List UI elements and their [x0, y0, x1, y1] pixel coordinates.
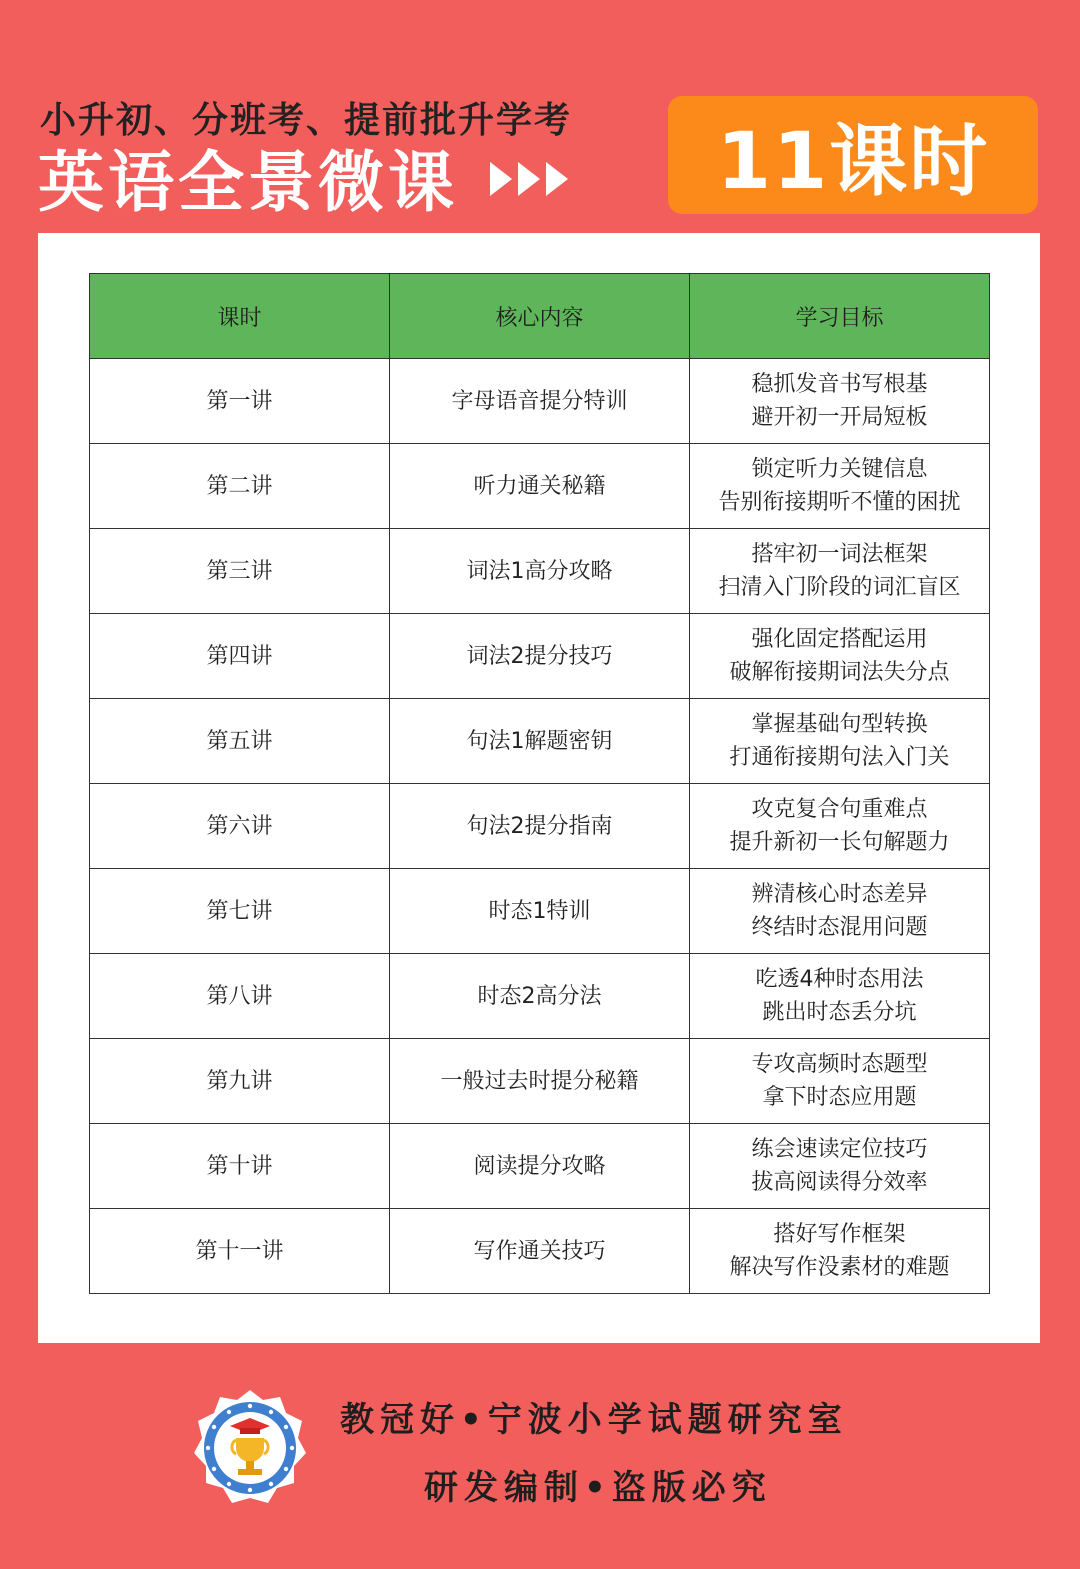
content-cell: 词法2提分技巧 [390, 614, 690, 699]
lesson-cell: 第三讲 [90, 529, 390, 614]
content-cell: 句法2提分指南 [390, 784, 690, 869]
table-row [90, 784, 990, 869]
trophy-logo-icon [190, 1388, 310, 1508]
goal-cell [690, 1124, 990, 1209]
goal-line: 拿下时态应用题 [762, 1085, 917, 1110]
goal-line: 练会速读定位技巧 [751, 1137, 928, 1162]
goal-line: 解决写作没素材的难题 [729, 1255, 950, 1280]
content-cell: 时态1特训 [390, 869, 690, 954]
lesson-cell: 第九讲 [90, 1039, 390, 1124]
lesson-cell: 第七讲 [90, 869, 390, 954]
goal-line: 扫清入门阶段的词汇盲区 [718, 575, 961, 600]
table-row [90, 699, 990, 784]
goal-line: 打通衔接期句法入门关 [729, 745, 950, 770]
header-title: 英语全景微课 [38, 144, 458, 221]
lesson-cell: 第四讲 [90, 614, 390, 699]
footer-copyright: 研发编制•盗版必究 [424, 1468, 772, 1508]
goal-cell [690, 359, 990, 444]
table-row [90, 954, 990, 1039]
content-cell: 阅读提分攻略 [390, 1124, 690, 1209]
lesson-cell: 第一讲 [90, 359, 390, 444]
goal-cell [690, 784, 990, 869]
lesson-cell: 第五讲 [90, 699, 390, 784]
goal-line: 提升新初一长句解题力 [729, 830, 950, 855]
column-header-goal: 学习目标 [690, 274, 990, 359]
table-row [90, 1039, 990, 1124]
syllabus-table [89, 273, 990, 1294]
goal-line: 稳抓发音书写根基 [751, 372, 928, 397]
lesson-cell: 第十一讲 [90, 1209, 390, 1294]
lesson-cell: 第六讲 [90, 784, 390, 869]
table-row [90, 359, 990, 444]
goal-line: 拔高阅读得分效率 [751, 1170, 928, 1195]
lesson-cell: 第二讲 [90, 444, 390, 529]
table-row [90, 444, 990, 529]
goal-line: 搭牢初一词法框架 [751, 542, 928, 567]
goal-line: 搭好写作框架 [773, 1222, 906, 1247]
content-cell: 句法1解题密钥 [390, 699, 690, 784]
table-row [90, 614, 990, 699]
goal-line: 强化固定搭配运用 [751, 627, 928, 652]
goal-line: 终结时态混用问题 [751, 915, 928, 940]
lesson-cell: 第八讲 [90, 954, 390, 1039]
goal-cell [690, 614, 990, 699]
goal-line: 掌握基础句型转换 [751, 712, 928, 737]
goal-line: 辨清核心时态差异 [751, 882, 928, 907]
table-row [90, 869, 990, 954]
footer-publisher: 教冠好•宁波小学试题研究室 [340, 1400, 848, 1440]
goal-line: 避开初一开局短板 [751, 405, 928, 430]
goal-line: 攻克复合句重难点 [751, 797, 928, 822]
table-header-row [90, 274, 990, 359]
content-cell: 时态2高分法 [390, 954, 690, 1039]
table-row [90, 1124, 990, 1209]
goal-line: 专攻高频时态题型 [751, 1052, 928, 1077]
goal-cell [690, 1209, 990, 1294]
goal-cell [690, 699, 990, 784]
goal-cell [690, 954, 990, 1039]
goal-line: 锁定听力关键信息 [751, 457, 928, 482]
lesson-cell: 第十讲 [90, 1124, 390, 1209]
goal-line: 跳出时态丢分坑 [762, 1000, 917, 1025]
table-row [90, 1209, 990, 1294]
goal-cell [690, 444, 990, 529]
goal-cell [690, 529, 990, 614]
content-cell: 字母语音提分特训 [390, 359, 690, 444]
goal-line: 告别衔接期听不懂的困扰 [718, 490, 961, 515]
syllabus-panel [38, 233, 1040, 1343]
header-subtitle: 小升初、分班考、提前批升学考 [40, 100, 573, 141]
goal-line: 破解衔接期词法失分点 [729, 660, 950, 685]
content-cell: 写作通关技巧 [390, 1209, 690, 1294]
column-header-lesson: 课时 [90, 274, 390, 359]
goal-cell [690, 1039, 990, 1124]
goal-line: 吃透4种时态用法 [755, 967, 924, 992]
content-cell: 词法1高分攻略 [390, 529, 690, 614]
content-cell: 听力通关秘籍 [390, 444, 690, 529]
content-cell: 一般过去时提分秘籍 [390, 1039, 690, 1124]
triple-arrow-icon [490, 162, 568, 196]
goal-cell [690, 869, 990, 954]
column-header-content: 核心内容 [390, 274, 690, 359]
lesson-count-text: 11课时 [716, 117, 990, 207]
table-row [90, 529, 990, 614]
lesson-count-badge [668, 96, 1038, 214]
